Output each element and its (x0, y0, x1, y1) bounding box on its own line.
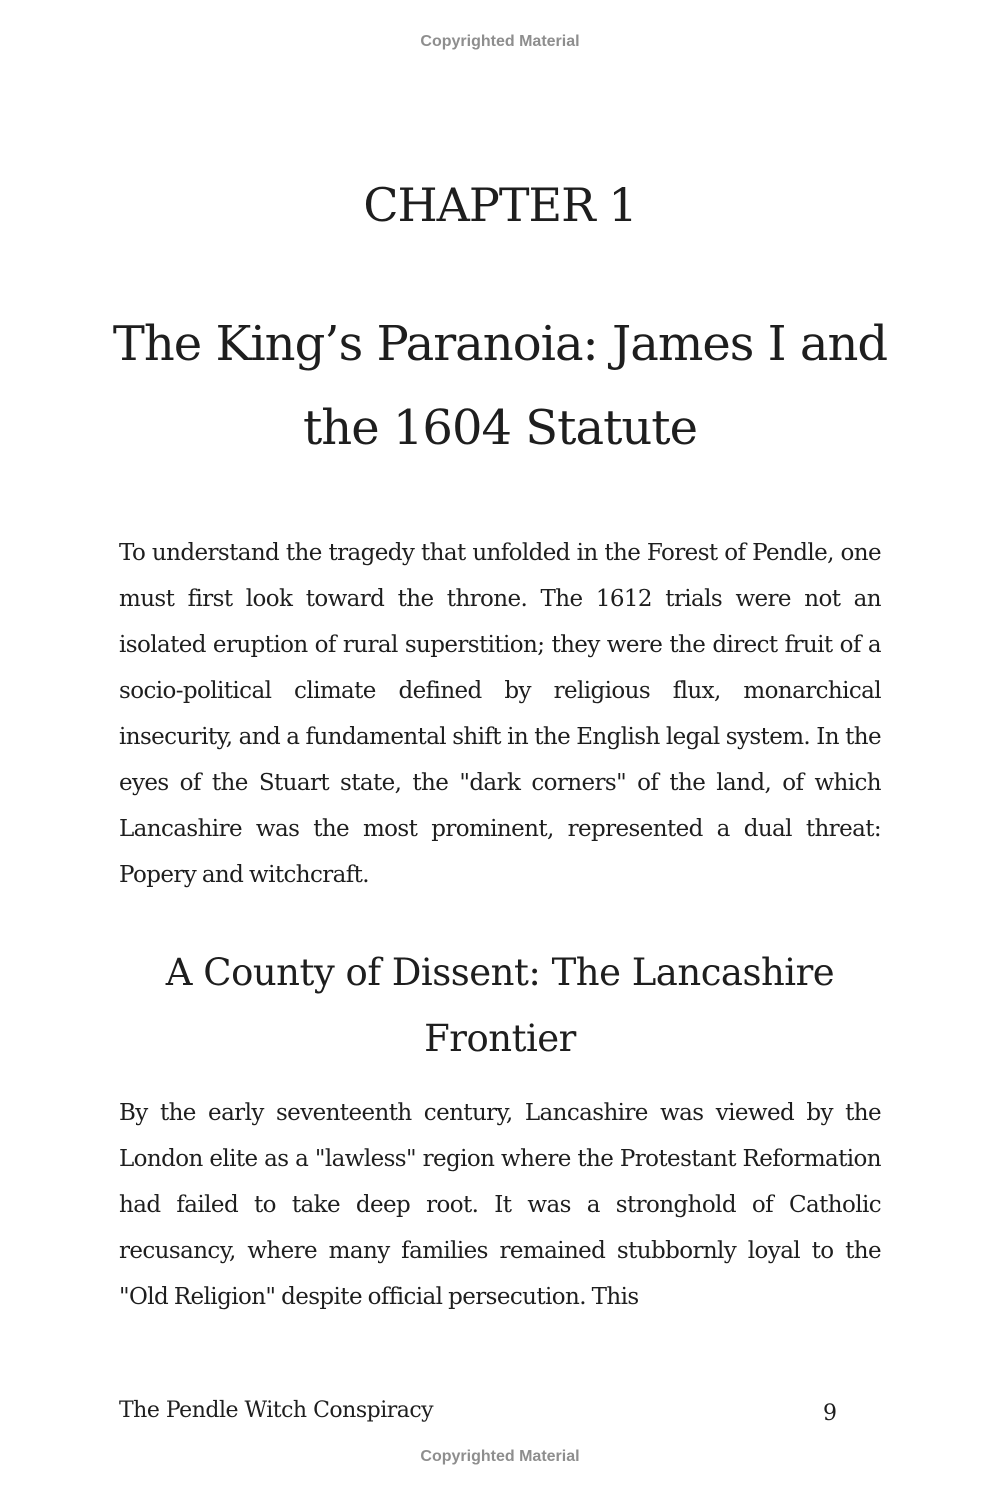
section-heading: A County of Dissent: The Lancashire Frontier (165, 951, 835, 1060)
chapter-title: The King’s Paranoia: James I and the 1604 Statute (112, 316, 888, 456)
page-number: 9 (823, 1401, 837, 1426)
intro-paragraph: To understand the tragedy that unfolded in the Forest of Pendle, one must first look toward the throne. The 1612 trials were not an isolated eruption of rural superstition; they were the direct fruit of a socio-political climate defined by religious flux, monarchical insecurity, and a fundamental shift in the English legal system. In the eyes of the Stuart state, the "dark corners" of the land, of which Lancashire was the most prominent, represented a dual threat: Popery and witchcraft. (119, 540, 881, 888)
copyright-watermark-top: Copyrighted Material (420, 33, 580, 50)
chapter-label: CHAPTER 1 (363, 178, 637, 232)
section-paragraph: By the early seventeenth century, Lancashire was viewed by the London elite as a "lawless" region where the Protestant Reformation had failed to take deep root. It was a stronghold of Catholic recusancy, where many families remained stubbornly loyal to the "Old Religion" despite official persecution. This (119, 1100, 881, 1310)
copyright-watermark-bottom: Copyrighted Material (420, 1448, 580, 1465)
running-footer-title: The Pendle Witch Conspiracy (119, 1398, 434, 1423)
